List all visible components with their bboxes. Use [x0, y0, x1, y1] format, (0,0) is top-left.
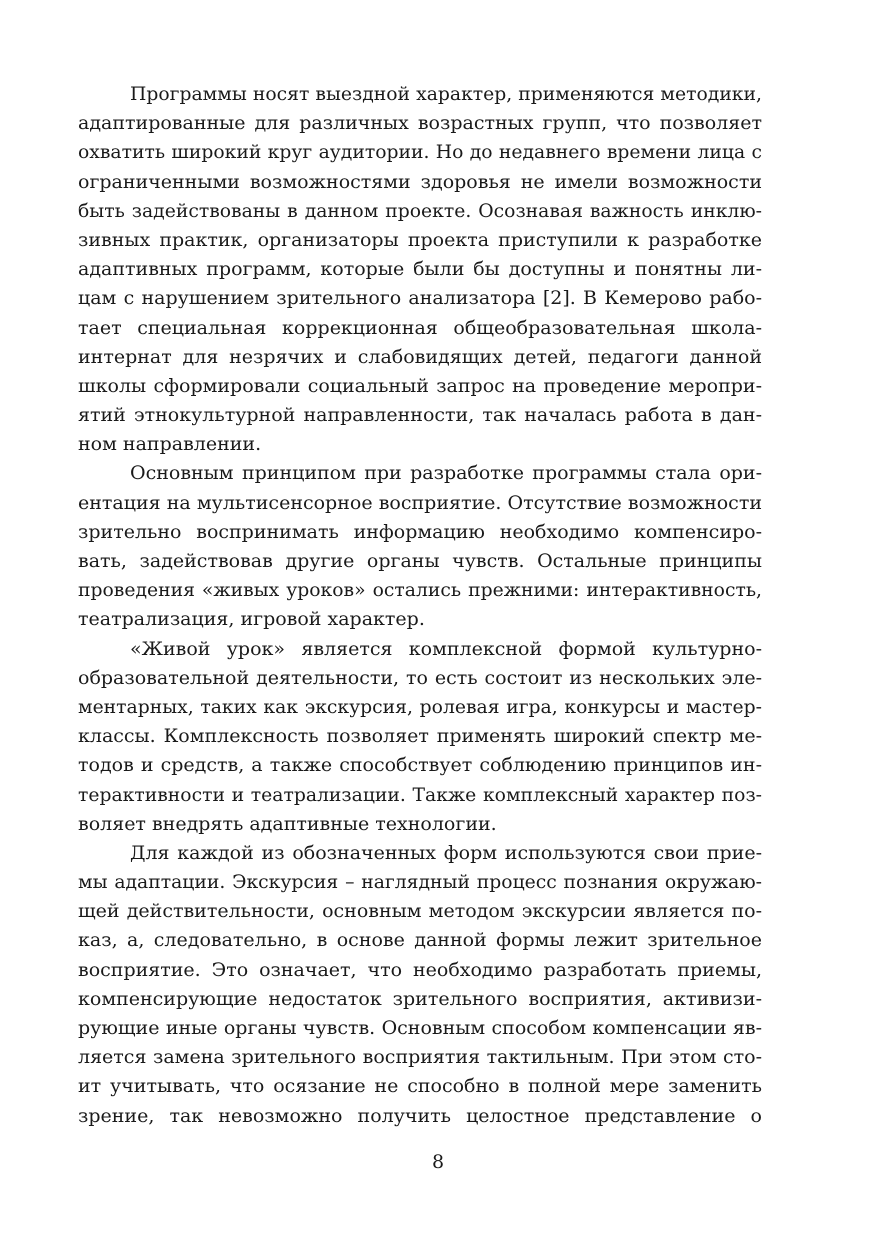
text-line: мы адаптации. Экскурсия – наглядный процесс познания окружаю- [78, 872, 762, 894]
text-line: Программы носят выездной характер, применяются методики, [130, 84, 762, 105]
text-line: зрительно воспринимать информацию необходимо компенсиро- [78, 520, 762, 543]
text-line: зрение, так невозможно получить целостное представление о [78, 1104, 762, 1127]
text-line: ляется замена зрительного восприятия тактильным. При этом сто- [78, 1046, 762, 1069]
text-line: зивных практик, организаторы проекта приступили к разработке [78, 228, 762, 251]
text-line: классы. Комплексность позволяет применять широкий спектр ме- [78, 725, 762, 748]
text-line: терактивности и театрализации. Также комплексный характер поз- [78, 784, 762, 806]
text-line: щей действительности, основным методом экскурсии является по- [78, 900, 762, 923]
text-line: охватить широкий круг аудитории. Но до недавнего времени лица с [78, 142, 762, 164]
text-line: ентация на мультисенсорное восприятие. Отсутствие возможности [78, 491, 762, 514]
text-line: ограниченными возможностями здоровья не имели возможности [78, 170, 762, 193]
text-line: проведения «живых уроков» остались прежними: интерактивность, [78, 580, 762, 602]
text-line: вать, задействовав другие органы чувств. Остальные принципы [78, 550, 762, 572]
paragraph-2 [78, 459, 762, 634]
text-line: адаптивных программ, которые были бы доступны и понятны ли- [78, 258, 762, 281]
text-line: Основным принципом при разработке программы стала ори- [130, 462, 762, 485]
text-line: адаптированные для различных возрастных групп, что позволяет [78, 112, 762, 135]
paragraph-3 [78, 635, 762, 839]
text-line: Для каждой из обозначенных форм используются свои прие- [130, 841, 762, 864]
text-line: ментарных, таких как экскурсия, ролевая игра, конкурсы и мастер- [78, 696, 762, 718]
paragraph-4 [78, 839, 762, 1131]
text-line: тодов и средств, а также способствует соблюдению принципов ин- [78, 754, 762, 777]
paragraph-1 [78, 80, 762, 459]
text-line: цам с нарушением зрительного анализатора [2]. В Кемерово рабо- [78, 287, 762, 310]
text-line: воляет внедрять адаптивные технологии. [78, 812, 497, 835]
text-line: ятий этнокультурной направленности, так началась работа в дан- [78, 404, 762, 427]
text-line: интернат для незрячих и слабовидящих детей, педагоги данной [78, 345, 762, 368]
text-line: каз, а, следовательно, в основе данной формы лежит зрительное [78, 929, 762, 952]
text-line: восприятие. Это означает, что необходимо разработать приемы, [78, 958, 762, 981]
text-line: компенсирующие недостаток зрительного восприятия, активизи- [78, 987, 762, 1010]
text-line: образовательной деятельности, то есть состоит из нескольких эле- [78, 666, 762, 689]
page-body [78, 80, 762, 1131]
text-line: ит учитывать, что осязание не способно в полной мере заменить [78, 1075, 762, 1098]
text-line: театрализация, игровой характер. [78, 608, 425, 631]
page-number: 8 [431, 1151, 445, 1173]
text-line: школы сформировали социальный запрос на проведение меропри- [78, 374, 762, 397]
text-line: тает специальная коррекционная общеобразовательная школа- [78, 316, 762, 339]
text-line: рующие иные органы чувств. Основным способом компенсации яв- [78, 1017, 762, 1039]
text-line: быть задействованы в данном проекте. Осознавая важность инклю- [78, 200, 762, 222]
text-line: «Живой урок» является комплексной формой культурно- [130, 637, 762, 660]
text-line: ном направлении. [78, 433, 262, 456]
